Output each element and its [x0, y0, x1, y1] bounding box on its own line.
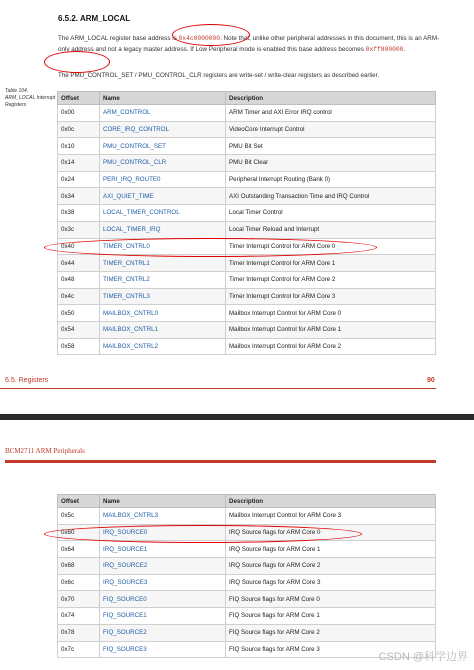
description-cell: Peripheral Interrupt Routing (Bank 0)	[226, 171, 436, 188]
offset-cell: 0x54	[58, 321, 100, 338]
arm-local-register-table-continued	[57, 494, 436, 658]
table-row	[58, 255, 436, 272]
description-cell: ARM Timer and AXI Error IRQ control	[226, 105, 436, 122]
table-header-row	[58, 495, 436, 508]
table-row	[58, 205, 436, 222]
table-row	[58, 591, 436, 608]
description-cell: Timer Interrupt Control for ARM Core 2	[226, 271, 436, 288]
offset-cell: 0x4c	[58, 288, 100, 305]
description-cell: Timer Interrupt Control for ARM Core 3	[226, 288, 436, 305]
register-name-link[interactable]: TIMER_CNTRL0	[100, 238, 226, 255]
register-name-link[interactable]: IRQ_SOURCE0	[100, 524, 226, 541]
description-cell: Mailbox Interrupt Control for ARM Core 1	[226, 321, 436, 338]
offset-cell: 0x78	[58, 624, 100, 641]
offset-cell: 0x74	[58, 608, 100, 625]
low-peripheral-address-highlight-oval	[44, 51, 110, 73]
description-cell: Timer Interrupt Control for ARM Core 1	[226, 255, 436, 272]
footer-divider	[0, 388, 436, 389]
register-name-link[interactable]: IRQ_SOURCE3	[100, 574, 226, 591]
description-cell: IRQ Source flags for ARM Core 3	[226, 574, 436, 591]
register-name-link[interactable]: IRQ_SOURCE1	[100, 541, 226, 558]
register-name-link[interactable]: TIMER_CNTRL3	[100, 288, 226, 305]
table-caption: Table 104. ARM_LOCAL Interrupt Registers	[5, 88, 56, 108]
table-row	[58, 271, 436, 288]
description-cell: FIQ Source flags for ARM Core 1	[226, 608, 436, 625]
description-cell: FIQ Source flags for ARM Core 3	[226, 641, 436, 658]
register-name-link[interactable]: FIQ_SOURCE0	[100, 591, 226, 608]
table-row	[58, 138, 436, 155]
para-text-b: . Note that, unlike other peripheral addresses in this document, this is an ARM-only address and not a legacy master address. If Low Peripheral mode is enabled this base address becomes	[58, 35, 440, 53]
header-description: Description	[226, 92, 436, 105]
offset-cell: 0x38	[58, 205, 100, 222]
description-cell: IRQ Source flags for ARM Core 0	[226, 524, 436, 541]
page-number: 90	[427, 377, 435, 384]
register-name-link[interactable]: AXI_QUIET_TIME	[100, 188, 226, 205]
section-title: 6.5.2. ARM_LOCAL	[58, 14, 131, 23]
register-name-link[interactable]: MAILBOX_CNTRL1	[100, 321, 226, 338]
description-cell: PMU Bit Set	[226, 138, 436, 155]
table-row	[58, 574, 436, 591]
register-name-link[interactable]: IRQ_SOURCE2	[100, 558, 226, 575]
register-name-link[interactable]: CORE_IRQ_CONTROL	[100, 121, 226, 138]
register-name-link[interactable]: MAILBOX_CNTRL3	[100, 508, 226, 525]
offset-cell: 0x70	[58, 591, 100, 608]
offset-cell: 0x0c	[58, 121, 100, 138]
description-cell: Mailbox Interrupt Control for ARM Core 0	[226, 305, 436, 322]
register-name-link[interactable]: PMU_CONTROL_CLR	[100, 155, 226, 172]
header-description: Description	[226, 495, 436, 508]
description-cell: IRQ Source flags for ARM Core 1	[226, 541, 436, 558]
register-name-link[interactable]: MAILBOX_CNTRL2	[100, 338, 226, 355]
description-cell: Mailbox Interrupt Control for ARM Core 2	[226, 338, 436, 355]
register-name-link[interactable]: MAILBOX_CNTRL0	[100, 305, 226, 322]
register-name-link[interactable]: LOCAL_TIMER_CONTROL	[100, 205, 226, 222]
table-row	[58, 288, 436, 305]
table-row	[58, 338, 436, 355]
offset-cell: 0x3c	[58, 221, 100, 238]
table-row	[58, 558, 436, 575]
base-address-highlight-oval	[172, 24, 250, 46]
table-row	[58, 541, 436, 558]
offset-cell: 0x00	[58, 105, 100, 122]
document-header: BCM2711 ARM Peripherals	[5, 447, 85, 455]
register-name-link[interactable]: LOCAL_TIMER_IRQ	[100, 221, 226, 238]
offset-cell: 0x58	[58, 338, 100, 355]
offset-cell: 0x24	[58, 171, 100, 188]
timer-cntrl0-highlight-oval	[44, 238, 377, 257]
watermark: CSDN @科学边界	[378, 651, 468, 663]
header-offset: Offset	[58, 495, 100, 508]
table-header-row	[58, 92, 436, 105]
pmu-paragraph: The PMU_CONTROL_SET / PMU_CONTROL_CLR registers are write-set / write-clear registers as described earlier.	[58, 72, 380, 79]
header-name: Name	[100, 92, 226, 105]
arm-local-register-table	[57, 91, 436, 355]
description-cell: AXI Outstanding Transaction Time and IRQ Control	[226, 188, 436, 205]
offset-cell: 0x34	[58, 188, 100, 205]
offset-cell: 0x5c	[58, 508, 100, 525]
register-name-link[interactable]: PERI_IRQ_ROUTE0	[100, 171, 226, 188]
table-row	[58, 305, 436, 322]
offset-cell: 0x14	[58, 155, 100, 172]
description-cell: Local Timer Reload and Interrupt	[226, 221, 436, 238]
table-row	[58, 105, 436, 122]
page-break-bar	[0, 414, 474, 420]
register-name-link[interactable]: FIQ_SOURCE1	[100, 608, 226, 625]
description-cell: VideoCore Interrupt Control	[226, 121, 436, 138]
offset-cell: 0x44	[58, 255, 100, 272]
table-row	[58, 321, 436, 338]
low-peripheral-address-hex: 0xff800000	[365, 46, 404, 53]
header-name: Name	[100, 495, 226, 508]
table-row	[58, 508, 436, 525]
description-cell: FIQ Source flags for ARM Core 2	[226, 624, 436, 641]
offset-cell: 0x68	[58, 558, 100, 575]
header-rule	[5, 460, 436, 463]
description-cell: Mailbox Interrupt Control for ARM Core 3	[226, 508, 436, 525]
register-name-link[interactable]: ARM_CONTROL	[100, 105, 226, 122]
offset-cell: 0x64	[58, 541, 100, 558]
table-row	[58, 624, 436, 641]
register-name-link[interactable]: TIMER_CNTRL2	[100, 271, 226, 288]
irq-source0-highlight-oval	[44, 525, 362, 543]
register-name-link[interactable]: PMU_CONTROL_SET	[100, 138, 226, 155]
description-cell: FIQ Source flags for ARM Core 0	[226, 591, 436, 608]
footer-section-label: 6.5. Registers	[5, 377, 49, 384]
offset-cell: 0x50	[58, 305, 100, 322]
table-row	[58, 155, 436, 172]
table-row	[58, 608, 436, 625]
base-address-hex: 0x4c0000000	[178, 35, 221, 42]
offset-cell: 0x48	[58, 271, 100, 288]
table-row	[58, 188, 436, 205]
description-cell: PMU Bit Clear	[226, 155, 436, 172]
para-text-c: .	[403, 46, 406, 53]
offset-cell: 0x7c	[58, 641, 100, 658]
offset-cell: 0x40	[58, 238, 100, 255]
table-row	[58, 121, 436, 138]
register-name-link[interactable]: FIQ_SOURCE2	[100, 624, 226, 641]
description-cell: IRQ Source flags for ARM Core 2	[226, 558, 436, 575]
offset-cell: 0x10	[58, 138, 100, 155]
description-cell: Local Timer Control	[226, 205, 436, 222]
offset-cell: 0x60	[58, 524, 100, 541]
table-row	[58, 221, 436, 238]
para-text-a: The ARM_LOCAL register base address is	[58, 35, 179, 42]
base-address-paragraph	[58, 33, 442, 55]
offset-cell: 0x6c	[58, 574, 100, 591]
register-name-link[interactable]: TIMER_CNTRL1	[100, 255, 226, 272]
table-row	[58, 171, 436, 188]
register-name-link[interactable]: FIQ_SOURCE3	[100, 641, 226, 658]
header-offset: Offset	[58, 92, 100, 105]
description-cell: Timer Interrupt Control for ARM Core 0	[226, 238, 436, 255]
